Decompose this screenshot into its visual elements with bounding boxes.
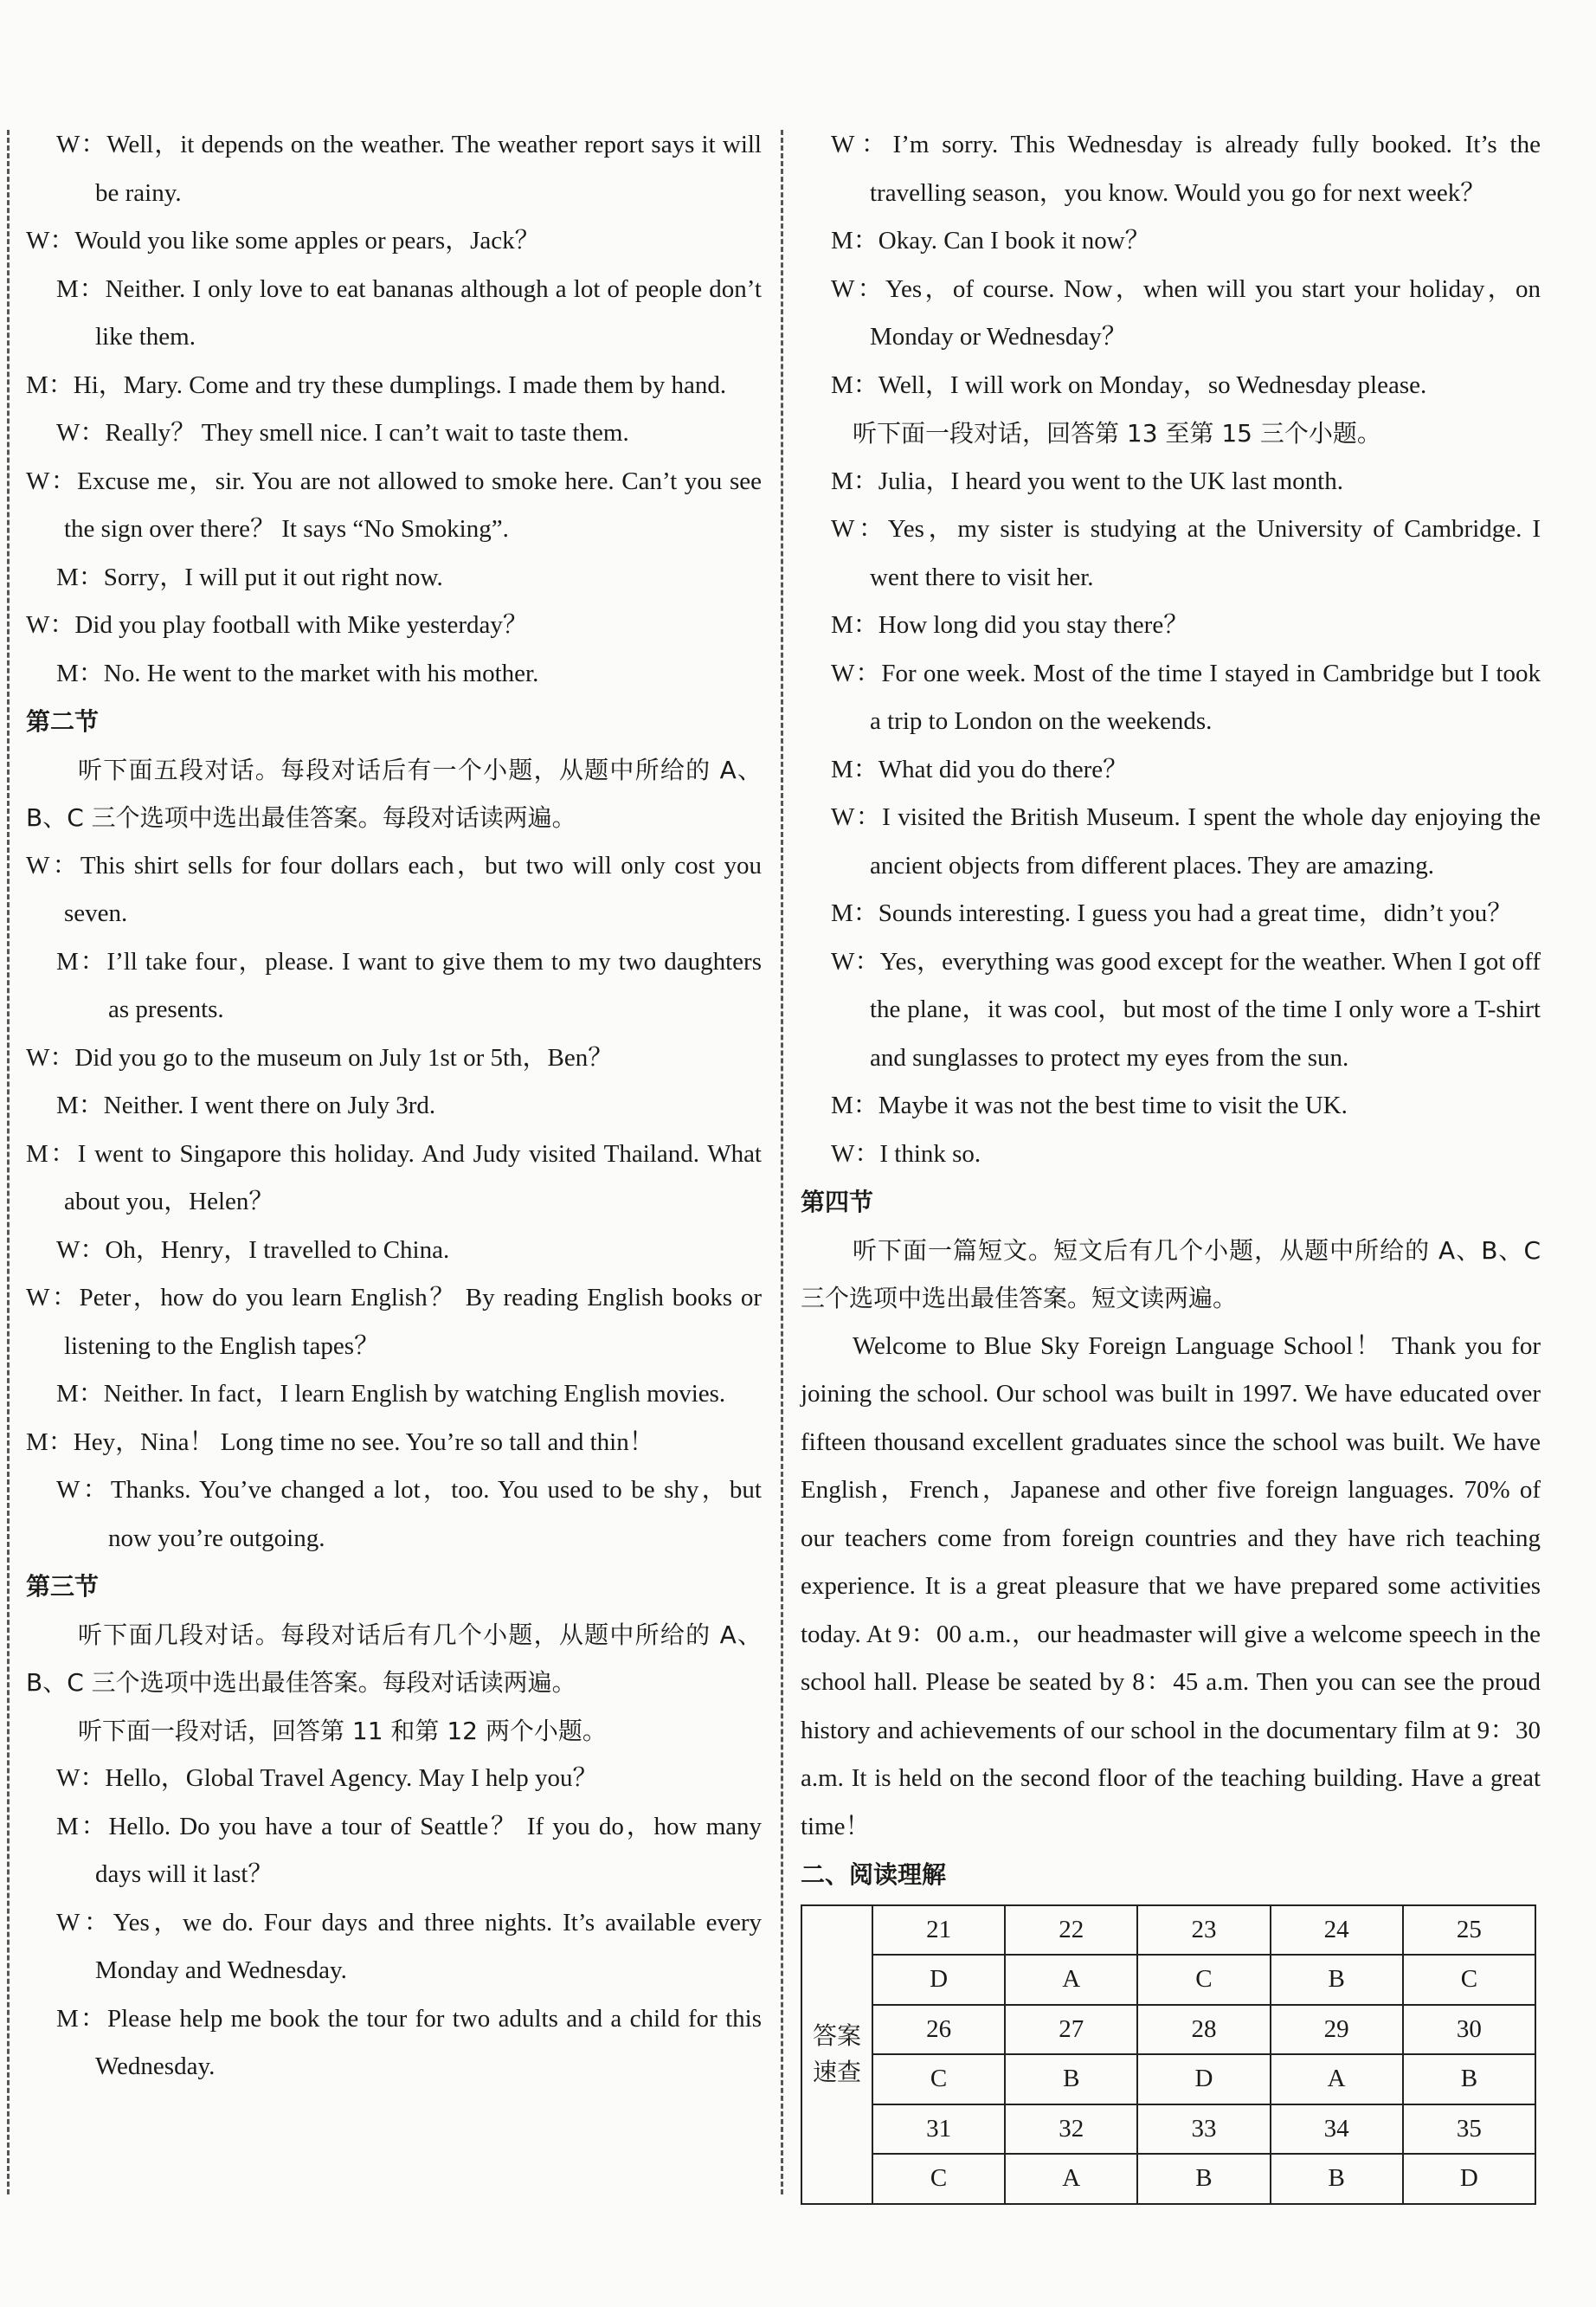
table-cell: B bbox=[1271, 2154, 1403, 2204]
dialogue-line: M：Sounds interesting. I guess you had a great time，didn’t you？ bbox=[831, 899, 1513, 927]
section-2-instructions: 听下面五段对话。每段对话后有一个小题，从题中所给的 A、B、C 三个选项中选出最佳答案。每段对话读两遍。 bbox=[26, 755, 762, 832]
table-cell: B bbox=[1137, 2154, 1270, 2204]
dialogue-line: W：For one week. Most of the time I stayed in Cambridge but I took a trip to London on the weekends. bbox=[831, 659, 1541, 735]
table-cell: A bbox=[1005, 2154, 1137, 2204]
question-8-line-1: M：I went to Singapore this holiday. And Judy visited Thailand. What about you，Helen？ bbox=[26, 1139, 762, 1215]
table-cell: C bbox=[872, 2154, 1005, 2204]
table-cell: 30 bbox=[1403, 2005, 1535, 2055]
table-cell: 26 bbox=[872, 2005, 1005, 2055]
question-7-line-1: W：Did you go to the museum on July 1st or 5th，Ben？ bbox=[26, 1043, 614, 1072]
table-cell: 28 bbox=[1137, 2005, 1270, 2055]
table-cell: C bbox=[872, 2054, 1005, 2104]
table-row bbox=[801, 2005, 1535, 2055]
table-cell: 31 bbox=[872, 2104, 1005, 2155]
question-5-line-1: W：Did you play football with Mike yesterday？ bbox=[26, 611, 528, 639]
dialogue-line: W：I visited the British Museum. I spent the whole day enjoying the ancient objects from different places. They are amazing. bbox=[831, 803, 1541, 880]
table-cell: C bbox=[1137, 1955, 1270, 2005]
section-4-heading: 第四节 bbox=[801, 1188, 874, 1216]
subinstruction: 听下面一段对话，回答第 13 至第 15 三个小题。 bbox=[853, 419, 1381, 448]
dialogue-line: W：I’m sorry. This Wednesday is already fully booked. It’s the travelling season，you know. Would you go for next week？ bbox=[831, 131, 1541, 207]
question-9-line-1: W：Peter，how do you learn English？ By reading English books or listening to the English tapes？ bbox=[26, 1284, 762, 1360]
dialogue-line: W：Yes，of course. Now，when will you start your holiday，on Monday or Wednesday？ bbox=[831, 274, 1541, 351]
question-9-line-2: M：Neither. In fact，I learn English by watching English movies. bbox=[56, 1380, 726, 1408]
dialogue-line: M：Okay. Can I book it now？ bbox=[831, 227, 1150, 255]
question-3-line-2: W：Really？ They smell nice. I can’t wait to taste them. bbox=[56, 419, 629, 447]
table-cell: B bbox=[1403, 2054, 1535, 2104]
table-cell: A bbox=[1005, 1955, 1137, 2005]
dialogue-line: W：Yes，my sister is studying at the University of Cambridge. I went there to visit her. bbox=[831, 515, 1541, 591]
question-10-line-1: M：Hey，Nina！ Long time no see. You’re so tall and thin！ bbox=[26, 1427, 654, 1456]
left-column bbox=[26, 121, 762, 2091]
center-dashed-divider bbox=[781, 130, 783, 2194]
section-4-instructions: 听下面一篇短文。短文后有几个小题，从题中所给的 A、B、C 三个选项中选出最佳答案。短文读两遍。 bbox=[801, 1235, 1541, 1312]
table-cell: D bbox=[1403, 2154, 1535, 2204]
section-3-heading: 第三节 bbox=[26, 1572, 100, 1601]
section-3-subinstruction: 听下面一段对话，回答第 11 和第 12 两个小题。 bbox=[78, 1716, 607, 1745]
left-dashed-border bbox=[7, 130, 10, 2194]
right-column bbox=[801, 121, 1541, 2205]
table-cell: 35 bbox=[1403, 2104, 1535, 2155]
reading-section-heading: 二、阅读理解 bbox=[801, 1860, 947, 1889]
question-4-line-2: M：Sorry，I will put it out right now. bbox=[56, 563, 443, 591]
question-5-line-2: M：No. He went to the market with his mother. bbox=[56, 659, 539, 687]
answer-key-label: 答案速查 bbox=[801, 1905, 872, 2204]
table-cell: C bbox=[1403, 1955, 1535, 2005]
table-row bbox=[801, 2104, 1535, 2155]
table-cell: 34 bbox=[1271, 2104, 1403, 2155]
question-8-line-2: W：Oh，Henry，I travelled to China. bbox=[56, 1235, 450, 1264]
table-row bbox=[801, 2154, 1535, 2204]
table-cell: B bbox=[1271, 1955, 1403, 2005]
answer-key-table bbox=[801, 1904, 1536, 2205]
question-2-line-2: M：Neither. I only love to eat bananas although a lot of people don’t like them. bbox=[56, 274, 762, 351]
table-cell: A bbox=[1271, 2054, 1403, 2104]
dialogue-line: M：Please help me book the tour for two adults and a child for this Wednesday. bbox=[56, 2004, 762, 2080]
dialogue-line: W：Yes，everything was good except for the weather. When I got off the plane，it was cool，but most of the time I only wore a T-shirt and sunglasses to protect my eyes from the sun. bbox=[831, 947, 1541, 1072]
table-row bbox=[801, 1955, 1535, 2005]
question-3-line-1: M：Hi，Mary. Come and try these dumplings. I made them by hand. bbox=[26, 371, 727, 399]
question-2-line-1: W：Would you like some apples or pears，Jack？ bbox=[26, 227, 540, 255]
table-cell: B bbox=[1005, 2054, 1137, 2104]
dialogue-line: M：Julia，I heard you went to the UK last month. bbox=[831, 467, 1343, 495]
question-6-line-1: W：This shirt sells for four dollars each，but two will only cost you seven. bbox=[26, 851, 762, 927]
table-cell: 23 bbox=[1137, 1905, 1270, 1956]
table-cell: D bbox=[872, 1955, 1005, 2005]
dialogue-line: W：Yes，we do. Four days and three nights. It’s available every Monday and Wednesday. bbox=[56, 1908, 762, 1984]
table-cell: 27 bbox=[1005, 2005, 1137, 2055]
table-cell: 29 bbox=[1271, 2005, 1403, 2055]
dialogue-line: M：What did you do there？ bbox=[831, 755, 1129, 783]
dialogue-line: W：Well，it depends on the weather. The weather report says it will be rainy. bbox=[56, 131, 762, 207]
dialogue-line: M：How long did you stay there？ bbox=[831, 611, 1189, 639]
table-cell: 22 bbox=[1005, 1905, 1137, 1956]
table-cell: 33 bbox=[1137, 2104, 1270, 2155]
question-10-line-2: W：Thanks. You’ve changed a lot，too. You used to be shy，but now you’re outgoing. bbox=[56, 1476, 762, 1552]
table-cell: D bbox=[1137, 2054, 1270, 2104]
dialogue-line: W：Hello，Global Travel Agency. May I help you？ bbox=[56, 1764, 598, 1792]
section-2-heading: 第二节 bbox=[26, 707, 100, 736]
section-3-instructions: 听下面几段对话。每段对话后有几个小题，从题中所给的 A、B、C 三个选项中选出最佳答案。每段对话读两遍。 bbox=[26, 1620, 762, 1697]
dialogue-line: M：Hello. Do you have a tour of Seattle？ If you do，how many days will it last？ bbox=[56, 1812, 762, 1888]
dialogue-line: M：Well，I will work on Monday，so Wednesday please. bbox=[831, 371, 1427, 399]
table-row bbox=[801, 2054, 1535, 2104]
listening-passage: Welcome to Blue Sky Foreign Language School！ Thank you for joining the school. Our school was built in 1997. We have educated over fifteen thousand excellent graduates since the school was built. We have English，French，Japanese and other five foreign languages. 70% of our teachers come from foreign countries and they have rich teaching experience. It is a great pleasure that we have prepared some activities today. At 9：00 a.m.，our headmaster will give a welcome speech in the school hall. Please be seated by 8：45 a.m. Then you can see the proud history and achievements of our school in the documentary film at 9：30 a.m. It is held on the second floor of the teaching building. Have a great time！ bbox=[801, 1331, 1541, 1840]
question-6-line-2: M：I’ll take four，please. I want to give them to my two daughters as presents. bbox=[56, 947, 762, 1023]
dialogue-line: M：Maybe it was not the best time to visit the UK. bbox=[831, 1092, 1348, 1119]
table-row bbox=[801, 1905, 1535, 1956]
question-4-line-1: W：Excuse me，sir. You are not allowed to smoke here. Can’t you see the sign over there？ It says “No Smoking”. bbox=[26, 467, 762, 543]
table-cell: 25 bbox=[1403, 1905, 1535, 1956]
table-cell: 32 bbox=[1005, 2104, 1137, 2155]
table-cell: 21 bbox=[872, 1905, 1005, 1956]
question-7-line-2: M：Neither. I went there on July 3rd. bbox=[56, 1092, 436, 1119]
dialogue-line: W：I think so. bbox=[831, 1139, 981, 1168]
table-cell: 24 bbox=[1271, 1905, 1403, 1956]
